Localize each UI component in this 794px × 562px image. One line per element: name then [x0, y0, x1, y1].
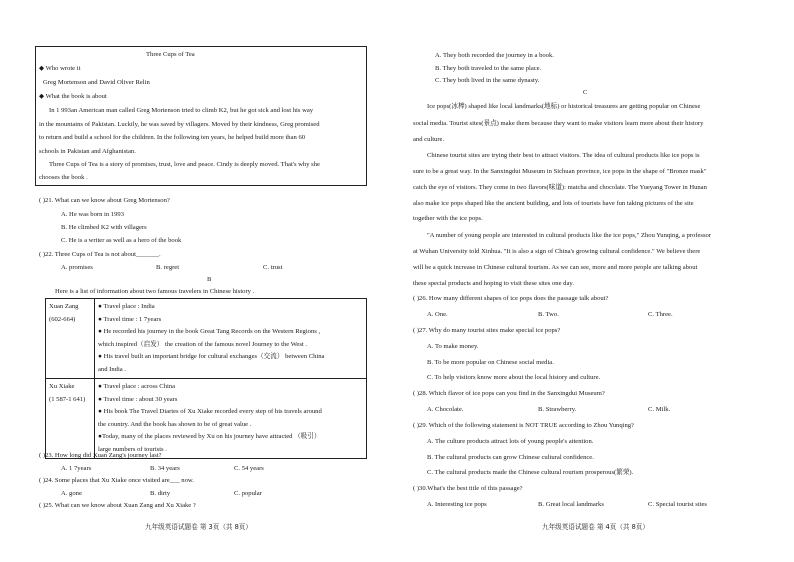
- box-p1-line: in the mountains of Pakistan. Luckily, he was saved by villagers. Moved by their kindness, Greg promised: [39, 121, 320, 128]
- q28-option-c[interactable]: C. Milk.: [648, 406, 671, 413]
- authors-line: Greg Mortenson and David Oliver Relin: [43, 79, 150, 86]
- section-b-heading: B: [207, 276, 212, 283]
- info-line: ● Travel place : India: [98, 303, 155, 310]
- q28-option-a[interactable]: A. Chocolate.: [427, 406, 464, 413]
- passage-c-p3-line: at Wuhan University told Xinhua. "It is also a sign of China's growing cultural confidence." We believe there: [413, 248, 701, 255]
- traveler-name: Xuan Zang: [49, 303, 79, 310]
- box-p1-line: In 1 993an American man called Greg Mortenson tried to climb K2, but he got sick and lost his way: [49, 107, 314, 114]
- section-b-intro: Here is a list of information about two famous travelers in Chinese history .: [55, 288, 255, 295]
- passage-c-p1-line: and culture.: [413, 136, 445, 143]
- travelers-table: [45, 298, 367, 459]
- q27-option-a[interactable]: A. To make money.: [427, 343, 479, 350]
- q25-option-c[interactable]: C. They both lived in the same dynasty.: [435, 77, 540, 84]
- q29-option-a[interactable]: A. The culture products attract lots of young people's attention.: [427, 438, 594, 445]
- passage-c-p2-line: catch the eye of visitors. They come in two flavors(味道): matcha and chocolate. The Yueyang Tower in Hunan: [413, 184, 707, 191]
- q26-option-c[interactable]: C. Three.: [648, 311, 673, 318]
- section-c-heading: C: [583, 89, 588, 96]
- q26-option-a[interactable]: A. One.: [427, 311, 448, 318]
- box-p1-line: to return and build a school for the children. In the following ten years, he helped build more than 60: [39, 134, 306, 141]
- bullet-what-about: ◆ What the book is about: [39, 93, 107, 100]
- passage-c-p2-line: sure to be a great way. In the Sanxingdui Museum in Sichuan province, ice pops in the shape of "Bronze mask": [413, 168, 707, 175]
- info-line: ● Travel time : 1 7years: [98, 315, 162, 323]
- q29-option-b[interactable]: B. The cultural products can grow Chinese cultural confidence.: [427, 454, 594, 461]
- table-row: [46, 379, 367, 459]
- q30-option-c[interactable]: C. Special tourist sites: [648, 501, 707, 508]
- info-line: ● Travel place : across China: [98, 383, 176, 391]
- info-line: ● He recorded his journey in the book Great Tang Records on the Western Regions ,: [98, 328, 321, 336]
- box-p1-line: schools in Pakistan and Afghanistan.: [39, 148, 136, 155]
- q25-option-a[interactable]: A. They both recorded the journey in a book.: [435, 52, 554, 59]
- q27-option-c[interactable]: C. To help visitors know more about the local history and culture.: [427, 374, 601, 381]
- q24-option-b[interactable]: B. dirty: [150, 490, 171, 497]
- page-footer-right: 九年级英语试题卷 第 4页（共 8页）: [542, 523, 649, 531]
- q25-stem: ( )25. What can we know about Xuan Zang and Xu Xiake ?: [39, 502, 196, 509]
- passage-c-p3-line: "A number of young people are interested in cultural products like the ice pops," Zhou Yunqing, a professor: [427, 232, 712, 239]
- traveler-name-cell: [46, 299, 95, 379]
- info-line: the country. And the book has shown to be of great value .: [98, 420, 252, 428]
- box-p2-line: Three Cups of Tea is a story of promises, trust, love and peace. Cindy is deeply moved. That's why she: [49, 161, 320, 168]
- q22-option-a[interactable]: A. promises: [61, 264, 93, 271]
- q26-stem: ( )26. How many different shapes of ice pops does the passage talk about?: [413, 295, 609, 302]
- passage-c-p2-line: together with the ice pops.: [413, 215, 483, 222]
- q27-stem: ( )27. Why do many tourist sites make special ice pops?: [413, 327, 561, 334]
- q26-option-b[interactable]: B. Two.: [538, 311, 559, 318]
- passage-c-p1-line: Ice pops(冰棒) shaped like local landmarks(地标) or historical treasures are getting popular on Chinese: [427, 103, 701, 110]
- diamond-icon: ◆: [39, 93, 46, 100]
- passage-c-p2-line: also make ice pops shaped like the ancient building, and lots of tourists have fun taking pictures of the site: [413, 200, 694, 207]
- info-line: ● His book The Travel Diaries of Xu Xiake recorded every step of his travels around: [98, 408, 322, 416]
- q25-option-b[interactable]: B. They both traveled to the same place.: [435, 65, 542, 72]
- info-line: ● Travel time : about 30 years: [98, 395, 178, 403]
- box-title: Three Cups of Tea: [146, 51, 195, 58]
- traveler-dates: (602-664): [49, 315, 76, 323]
- q24-option-a[interactable]: A. gone: [61, 490, 82, 497]
- q28-stem: ( )28. Which flavor of ice pops can you find in the Sanxingdui Museum?: [413, 390, 605, 397]
- q23-option-c[interactable]: C. 54 years: [234, 465, 264, 472]
- q24-stem: ( )24. Some places that Xu Xiake once visited are___ now.: [39, 477, 194, 484]
- q23-stem: ( )23. How long did Xuan Zang's journey last?: [39, 452, 162, 459]
- info-line: which inspired（启发） the creation of the famous novel Journey to the West .: [98, 340, 308, 348]
- passage-c-p2-line: Chinese tourist sites are trying their best to attract visitors. The idea of cultural products like ice pops is: [427, 152, 700, 159]
- q30-option-a[interactable]: A. Interesting ice pops: [427, 501, 487, 508]
- traveler-name-cell: [46, 379, 95, 459]
- info-line: large numbers of tourists .: [98, 445, 167, 453]
- q22-option-b[interactable]: B. regret: [156, 264, 180, 271]
- page-footer-left: 九年级英语试题卷 第 3页（共 8页）: [145, 523, 252, 531]
- traveler-dates: (1 587-1 641): [49, 395, 86, 403]
- q30-stem: ( )30.What's the best title of this passage?: [413, 485, 523, 492]
- traveler-info-cell: [95, 379, 367, 459]
- q30-option-b[interactable]: B. Great local landmarks: [538, 501, 604, 508]
- q23-option-a[interactable]: A. 1 7years: [61, 465, 92, 472]
- q21-option-c[interactable]: C. He is a writer as well as a hero of the book: [61, 237, 182, 244]
- diamond-icon: ◆: [39, 65, 46, 72]
- q22-option-c[interactable]: C. trust: [263, 264, 283, 271]
- q29-option-c[interactable]: C. The cultural products made the Chinese cultural rourism prosperous(繁荣).: [427, 469, 634, 476]
- box-p2-line: chooses the book .: [39, 174, 88, 181]
- q21-option-b[interactable]: B. He climbed K2 with villagers: [61, 224, 147, 231]
- bullet-who-wrote: ◆ Who wrote it: [39, 65, 81, 72]
- table-row: [46, 299, 367, 379]
- q29-stem: ( )29. Which of the following statement is NOT TRUE according to Zhou Yunqing?: [413, 422, 634, 429]
- info-line: ●Today, many of the places reviewed by Xu on his journey have attracted （吸引）: [98, 433, 321, 441]
- q24-option-c[interactable]: C. popular: [234, 490, 262, 497]
- passage-c-p3-line: will be a quick increase in Chinese cultural tourism. As we can see, more and more people are talking about: [413, 264, 698, 271]
- q21-option-a[interactable]: A. He was born in 1993: [61, 211, 124, 218]
- q28-option-b[interactable]: B. Strawberry.: [538, 406, 577, 413]
- passage-c-p1-line: social media. Tourist sites(景点) make them because they want to make visitors learn more about their history: [413, 120, 704, 127]
- traveler-name: Xu Xiake: [49, 383, 75, 391]
- q21-stem: ( )21. What can we know about Greg Mortenson?: [39, 197, 170, 204]
- info-line: ● His travel built an important bridge for cultural exchanges（交流） between China: [98, 353, 325, 361]
- traveler-info-cell: [95, 299, 367, 379]
- q22-stem: ( )22. Three Cups of Tea is not about_______.: [39, 251, 161, 258]
- q23-option-b[interactable]: B. 34 years: [150, 465, 180, 472]
- passage-c-p3-line: these special products and hoping to visit these sites one day.: [413, 280, 574, 287]
- info-line: and India .: [98, 365, 127, 373]
- q27-option-b[interactable]: B. To be more popular on Chinese social media.: [427, 359, 554, 366]
